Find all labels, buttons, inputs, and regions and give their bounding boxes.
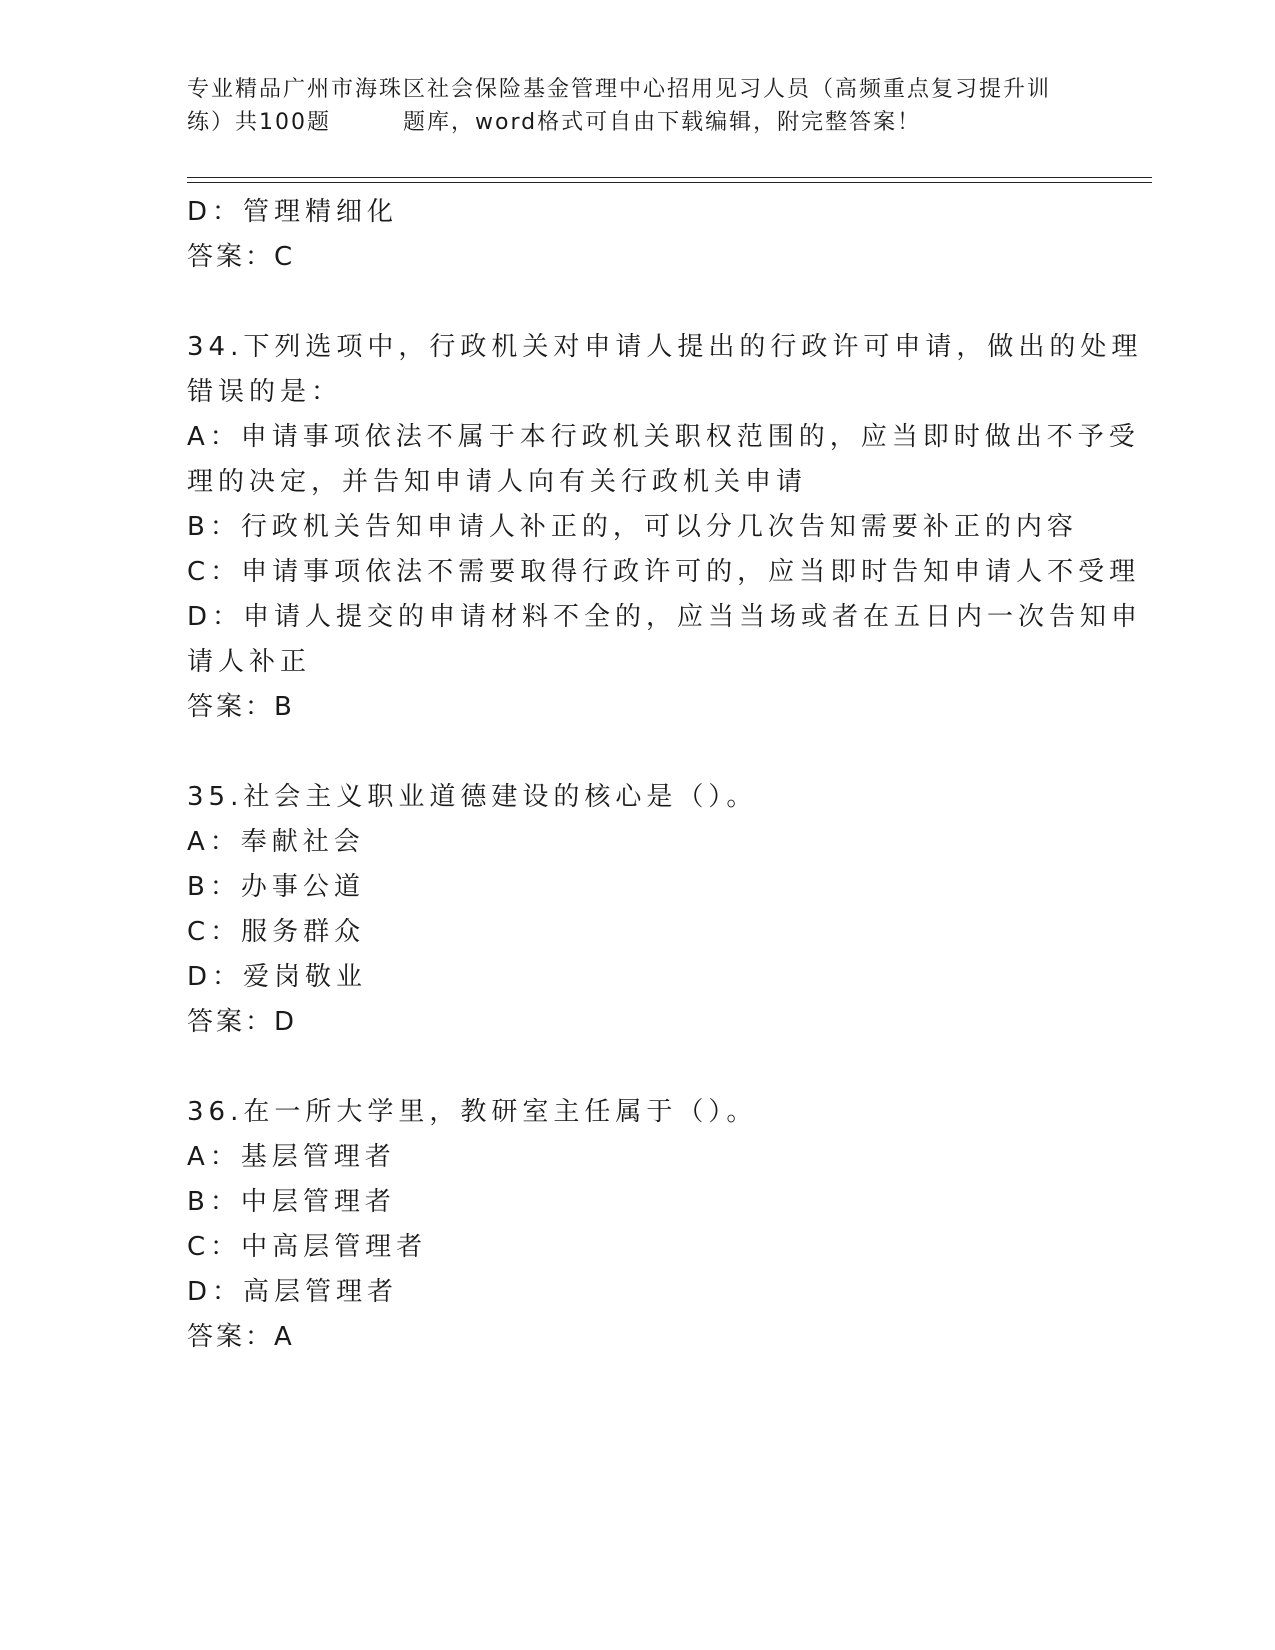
question-list — [187, 190, 1143, 1360]
answer: 答案：D — [187, 1007, 298, 1037]
option-c: C：中高层管理者 — [187, 1232, 428, 1262]
option-d: D：申请人提交的申请材料不全的，应当当场或者在五日内一次告知申 — [187, 602, 1143, 632]
question-stem: 36.在一所大学里，教研室主任属于（）。 — [187, 1097, 758, 1127]
page-header — [187, 73, 1087, 139]
header-title-line-1: 专业精品广州市海珠区社会保险基金管理中心招用见习人员（高频重点复习提升训 — [187, 77, 1052, 102]
option-b: B：行政机关告知申请人补正的，可以分几次告知需要补正的内容 — [187, 512, 1078, 542]
prev-question-option-d: D：管理精细化 — [187, 197, 399, 227]
option-c: C：申请事项依法不需要取得行政许可的，应当即时告知申请人不受理 — [187, 557, 1141, 587]
header-divider-top — [187, 177, 1152, 178]
answer: 答案：B — [187, 692, 295, 722]
question-stem: 34.下列选项中，行政机关对申请人提出的行政许可申请，做出的处理 — [187, 332, 1143, 362]
question-36 — [187, 1090, 1087, 1360]
question-stem: 35.社会主义职业道德建设的核心是（）。 — [187, 782, 758, 812]
option-a: 理的决定，并告知申请人向有关行政机关申请 — [187, 467, 808, 497]
option-a: A：申请事项依法不属于本行政机关职权范围的，应当即时做出不予受 — [187, 422, 1140, 452]
option-a: A：奉献社会 — [187, 827, 365, 857]
option-b: B：中层管理者 — [187, 1187, 396, 1217]
option-c: C：服务群众 — [187, 917, 366, 947]
question-34 — [187, 325, 1143, 730]
header-title-line-2: 练）共100题 题库，word格式可自由下载编辑，附完整答案！ — [187, 110, 922, 135]
header-divider-bottom — [187, 182, 1152, 183]
question-35 — [187, 775, 1087, 1045]
prev-question-answer: 答案：C — [187, 242, 296, 272]
option-a: A：基层管理者 — [187, 1142, 396, 1172]
question-stem: 错误的是： — [187, 377, 343, 407]
option-b: B：办事公道 — [187, 872, 365, 902]
option-d: D：高层管理者 — [187, 1277, 399, 1307]
option-d: D：爱岗敬业 — [187, 962, 368, 992]
answer: 答案：A — [187, 1322, 295, 1352]
option-d: 请人补正 — [187, 647, 312, 677]
